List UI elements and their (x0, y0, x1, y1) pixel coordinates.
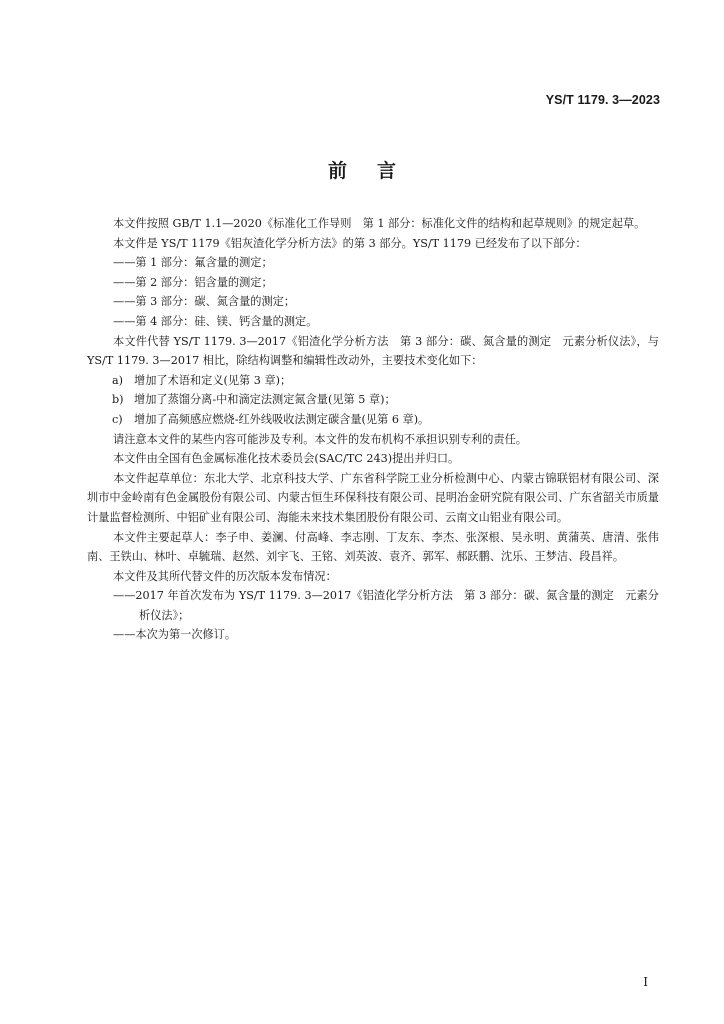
change-item-mark: b) (112, 393, 124, 407)
change-item (87, 390, 659, 410)
change-item (87, 371, 659, 391)
intro-paragraph: 本文件按照 GB/T 1.1—2020《标准化工作导则 第 1 部分：标准化文件的结构和起草规则》的规定起草。 (113, 217, 646, 230)
proposed-by-paragraph: 本文件由全国有色金属标准化技术委员会(SAC/TC 243)提出并归口。 (113, 452, 460, 466)
part-list-item: ——第 4 部分：硅、镁、钙含量的测定。 (113, 314, 318, 328)
change-item (87, 410, 659, 430)
change-item-mark: a) (112, 373, 124, 387)
patent-notice: 请注意本文件的某些内容可能涉及专利。本文件的发布机构不承担识别专利的责任。 (113, 432, 527, 446)
foreword-body (87, 214, 659, 645)
part-list-item: ——第 1 部分：氟含量的测定； (113, 256, 273, 270)
page-number: I (643, 975, 648, 989)
drafters-paragraph: 本文件主要起草人：李子申、姜澜、付高峰、李志刚、丁友东、李杰、张深根、吴永明、黄蒲英、唐清、张伟南、王铁山、林叶、卓毓瑞、赵然、刘宇飞、王铭、刘英波、袁齐、郭军、郝跃鹏、沈乐、王梦洁、段昌祥。 (87, 530, 659, 564)
change-item-mark: c) (112, 412, 123, 426)
change-item-text: 增加了蒸馏分离-中和滴定法测定氮含量(见第 5 章)； (134, 393, 396, 407)
change-item-text: 增加了高频感应燃烧-红外线吸收法测定碳含量(见第 6 章)。 (134, 412, 430, 426)
history-intro: 本文件及其所代替文件的历次版本发布情况： (113, 569, 337, 583)
history-item: ——2017 年首次发布为 YS/T 1179. 3—2017《铝渣化学分析方法 第 3 部分：碳、氮含量的测定 元素分析仪法》； (113, 589, 659, 622)
change-item-text: 增加了术语和定义(见第 3 章)； (134, 373, 292, 387)
replaces-paragraph: 本文件代替 YS/T 1179. 3—2017《铝渣化学分析方法 第 3 部分：碳、氮含量的测定 元素分析仪法》，与 YS/T 1179. 3—2017 相比，除结构调整和编辑性改动外，主要技术变化如下： (87, 334, 659, 368)
part-list-item: ——第 2 部分：铝含量的测定； (113, 275, 273, 289)
part-list-item: ——第 3 部分：碳、氮含量的测定； (113, 295, 296, 309)
part-of-paragraph: 本文件是 YS/T 1179《铝灰渣化学分析方法》的第 3 部分。YS/T 1179 已经发布了以下部分： (113, 236, 587, 250)
history-item: ——本次为第一次修订。 (113, 628, 237, 642)
drafting-units-paragraph: 本文件起草单位：东北大学、北京科技大学、广东省科学院工业分析检测中心、内蒙古锦联铝材有限公司、深圳市中金岭南有色金属股份有限公司、内蒙古恒生环保科技有限公司、昆明冶金研究院有限公司、广东省韶关市质量计量监督检测所、中铝矿业有限公司、海能未来技术集团股份有限公司、云南文山铝业有限公司。 (87, 471, 659, 524)
page-title: 前言 (327, 160, 426, 182)
standard-code: YS/T 1179. 3—2023 (545, 93, 660, 107)
